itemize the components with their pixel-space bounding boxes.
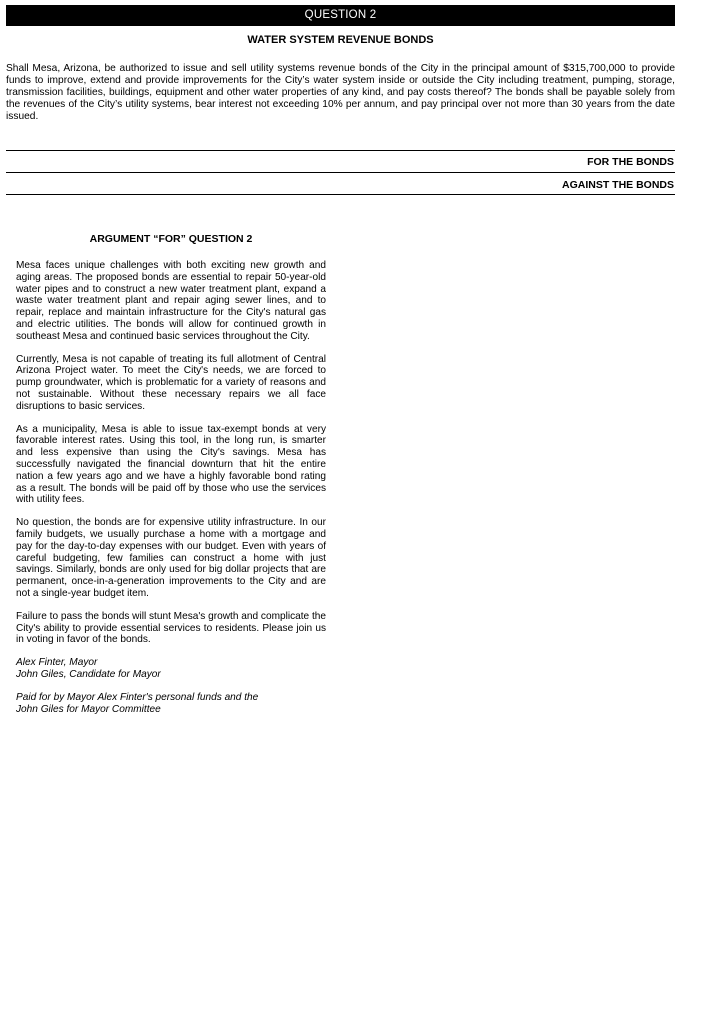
question-text: Shall Mesa, Arizona, be authorized to issue and sell utility systems revenue bonds of the City in the principal amount of $315,700,000 to provide funds to improve, extend and provide improvements for the City’s water system inside or outside the City including treatment, pumping, storage, transmission facilities, buildings, equipment and other water properties of any kind, and pay costs thereof? The bonds shall be payable solely from the revenues of the City’s utility systems, bear interest not exceeding 10% per annum, and pay principal over not more than 30 years from the date issued. — [6, 63, 675, 123]
signer-name: Alex Finter, Mayor — [16, 657, 98, 669]
argument-paragraph: Currently, Mesa is not capable of treating its full allotment of Central Arizona Project water. To meet the City's needs, we are forced to pump groundwater, which is problematic for a variety of reasons and not sustainable. Without these necessary repairs we all face disruptions to basic services. — [16, 353, 326, 412]
question-title: WATER SYSTEM REVENUE BONDS — [247, 34, 434, 46]
option-for-the-bonds[interactable]: FOR THE BONDS — [587, 156, 674, 168]
argument-paragraph: Failure to pass the bonds will stunt Mesa's growth and complicate the City's ability to provide essential services to residents. Please join us in voting in favor of the bonds. — [16, 610, 326, 646]
paid-for-line: Paid for by Mayor Alex Finter's personal funds and the — [16, 691, 259, 703]
argument-paragraph: No question, the bonds are for expensive utility infrastructure. In our family budgets, we usually purchase a home with a mortgage and pay for the day-to-day expenses with our budget. Even with years of careful budgeting, few families can construct a home with just savings. Similarly, bonds are only used for big dollar projects that are permanent, once-in-a-generation improvements to the City and are not a single-year budget item. — [16, 517, 326, 599]
divider-top — [6, 150, 675, 151]
argument-paragraph: Mesa faces unique challenges with both exciting new growth and aging areas. The proposed bonds are essential to repair 50-year-old water pipes and to construct a new water treatment plant, expand a waste water treatment plant and repair aging sewer lines, and to repair, replace and maintain infrastructure for the City's natural gas and electric utilities. The bonds will allow for continued growth in southeast Mesa and continued basic services throughout the City. — [16, 260, 326, 342]
argument-title: ARGUMENT “FOR” QUESTION 2 — [89, 233, 253, 245]
argument-paragraph: As a municipality, Mesa is able to issue tax-exempt bonds at very favorable interest rates. Using this tool, in the long run, is smarter and less expensive than using the City's savings. Mesa has successfully navigated the financial downturn that hit the entire nation a few years ago and we have a highly favorable bond rating as a result. The bonds will be paid off by those who use the services with utility fees. — [16, 423, 326, 506]
argument-body — [16, 260, 326, 726]
paid-for-line: John Giles for Mayor Committee — [16, 703, 161, 715]
signers — [16, 657, 326, 681]
signer-name: John Giles, Candidate for Mayor — [16, 668, 161, 680]
question-label: QUESTION 2 — [6, 5, 675, 26]
divider-middle — [6, 172, 675, 173]
paid-for-disclaimer — [16, 692, 326, 716]
option-against-the-bonds[interactable]: AGAINST THE BONDS — [561, 179, 674, 191]
divider-bottom — [6, 194, 675, 195]
